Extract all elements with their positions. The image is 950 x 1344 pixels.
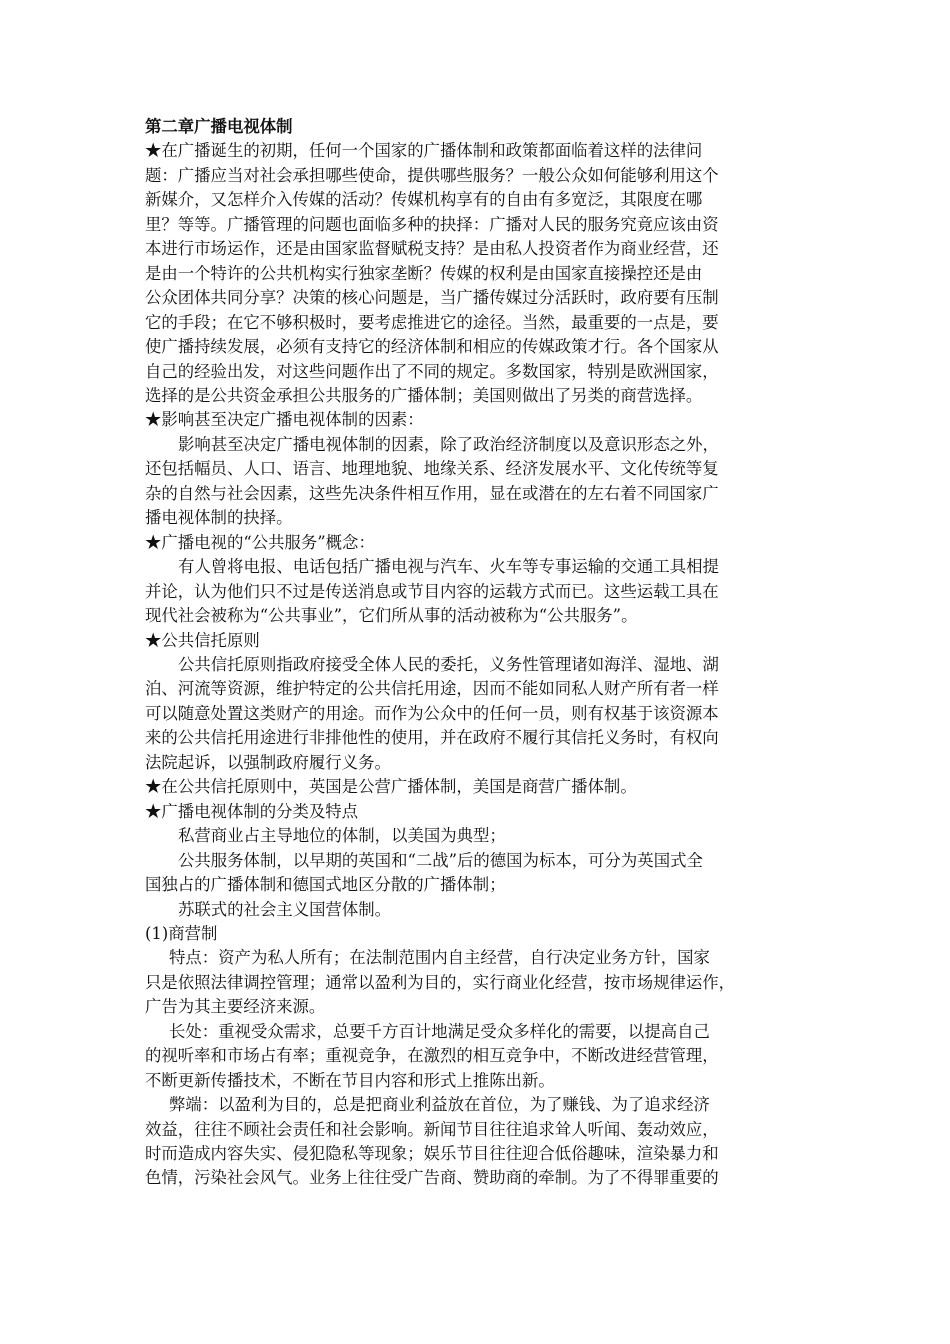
text-line: 私营商业占主导地位的体制，以美国为典型； xyxy=(178,826,506,846)
section-uk-us xyxy=(145,775,810,799)
text-line: 只是依照法律调控管理；通常以盈利为目的，实行商业化经营，按市场规律运作， xyxy=(145,972,736,992)
text-line: 是由一个特许的公共机构实行独家垄断？传媒的权利是由国家直接操控还是由 xyxy=(145,263,703,283)
text-line: 本进行市场运作，还是由国家监督赋税支持？是由私人投资者作为商业经营，还 xyxy=(145,239,719,259)
text-line: 时而造成内容失实、侵犯隐私等现象；娱乐节目往往迎合低俗趣味，渲染暴力和 xyxy=(145,1144,719,1164)
text-line: 公共服务体制，以早期的英国和“二战”后的德国为标本，可分为英国式全 xyxy=(178,850,703,870)
text-line: 法院起诉，以强制政府履行义务。 xyxy=(145,752,391,772)
section-heading: ★公共信托原则 xyxy=(145,630,260,650)
section-heading: ★在公共信托原则中，英国是公营广播体制，美国是商营广播体制。 xyxy=(145,777,637,797)
text-line: 自己的经验出发，对这些问题作出了不同的规定。多数国家，特别是欧洲国家， xyxy=(145,361,719,381)
section-heading: ★影响甚至决定广播电视体制的因素： xyxy=(145,410,424,430)
section-commercial xyxy=(145,922,810,1191)
section-factors xyxy=(145,408,810,530)
text-line: 有人曾将电报、电话包括广播电视与汽车、火车等专事运输的交通工具相提 xyxy=(178,557,719,577)
text-line: 苏联式的社会主义国营体制。 xyxy=(178,899,392,919)
text-line: 弊端：以盈利为目的，总是把商业利益放在首位，为了赚钱、为了追求经济 xyxy=(169,1095,710,1115)
text-line: 播电视体制的抉择。 xyxy=(145,508,293,528)
text-line: 现代社会被称为“公共事业”，它们所从事的活动被称为“公共服务”。 xyxy=(145,606,638,626)
text-line: 特点：资产为私人所有；在法制范围内自主经营，自行决定业务方针，国家 xyxy=(169,948,710,968)
text-line: ★在广播诞生的初期，任何一个国家的广播体制和政策都面临着这样的法律问 xyxy=(145,141,703,161)
text-line: 杂的自然与社会因素，这些先决条件相互作用，显在或潜在的左右着不同国家广 xyxy=(145,483,719,503)
text-line: 不断更新传播技术，不断在节目内容和形式上推陈出新。 xyxy=(145,1070,555,1090)
text-line: 长处：重视受众需求，总要千方百计地满足受众多样化的需要，以提高自己 xyxy=(169,1021,710,1041)
text-line: 并论，认为他们只不过是传送消息或节目内容的运载方式而已。这些运载工具在 xyxy=(145,581,719,601)
text-line: 广告为其主要经济来源。 xyxy=(145,997,326,1017)
text-line: 色情，污染社会风气。业务上往往受广告商、赞助商的牵制。为了不得罪重要的 xyxy=(145,1168,719,1188)
text-line: 公共信托原则指政府接受全体人民的委托，义务性管理诸如海洋、湿地、湖 xyxy=(178,654,719,674)
document-page xyxy=(145,115,810,1191)
section-heading: ★广播电视的“公共服务”概念： xyxy=(145,532,375,552)
text-line: 还包括幅员、人口、语言、地理地貌、地缘关系、经济发展水平、文化传统等复 xyxy=(145,459,719,479)
text-line: 公众团体共同分享？决策的核心问题是，当广播传媒过分活跃时，政府要有压制 xyxy=(145,288,719,308)
section-heading: (1)商营制 xyxy=(145,923,218,943)
text-line: 国独占的广播体制和德国式地区分散的广播体制； xyxy=(145,875,506,895)
text-line: 可以随意处置这类财产的用途。而作为公众中的任何一员，则有权基于该资源本 xyxy=(145,703,719,723)
text-line: 影响甚至决定广播电视体制的因素，除了政治经济制度以及意识形态之外， xyxy=(178,434,719,454)
text-line: 泊、河流等资源，维护特定的公共信托用途，因而不能如同私人财产所有者一样 xyxy=(145,679,719,699)
text-line: 选择的是公共资金承担公共服务的广播体制；美国则做出了另类的商营选择。 xyxy=(145,385,703,405)
text-line: 来的公共信托用途进行非排他性的使用，并在政府不履行其信托义务时，有权向 xyxy=(145,728,719,748)
text-line: 的视听率和市场占有率；重视竞争，在激烈的相互竞争中，不断改进经营管理， xyxy=(145,1046,719,1066)
text-line: 使广播持续发展，必须有支持它的经济体制和相应的传媒政策才行。各个国家从 xyxy=(145,337,719,357)
section-classification xyxy=(145,800,810,922)
section-heading: ★广播电视体制的分类及特点 xyxy=(145,801,359,821)
section-public-trust xyxy=(145,629,810,776)
intro-paragraph xyxy=(145,139,810,408)
chapter-title: 第二章广播电视体制 xyxy=(145,117,293,136)
text-line: 里？等等。广播管理的问题也面临多种的抉择：广播对人民的服务究竟应该由资 xyxy=(145,214,719,234)
text-line: 新媒介，又怎样介入传媒的活动？传媒机构享有的自由有多宽泛，其限度在哪 xyxy=(145,190,703,210)
text-line: 效益，往往不顾社会责任和社会影响。新闻节目往往追求耸人听闻、轰动效应， xyxy=(145,1119,719,1139)
text-line: 它的手段；在它不够积极时，要考虑推进它的途径。当然，最重要的一点是，要 xyxy=(145,312,719,332)
section-public-service xyxy=(145,531,810,629)
text-line: 题：广播应当对社会承担哪些使命，提供哪些服务？一般公众如何能够利用这个 xyxy=(145,165,719,185)
